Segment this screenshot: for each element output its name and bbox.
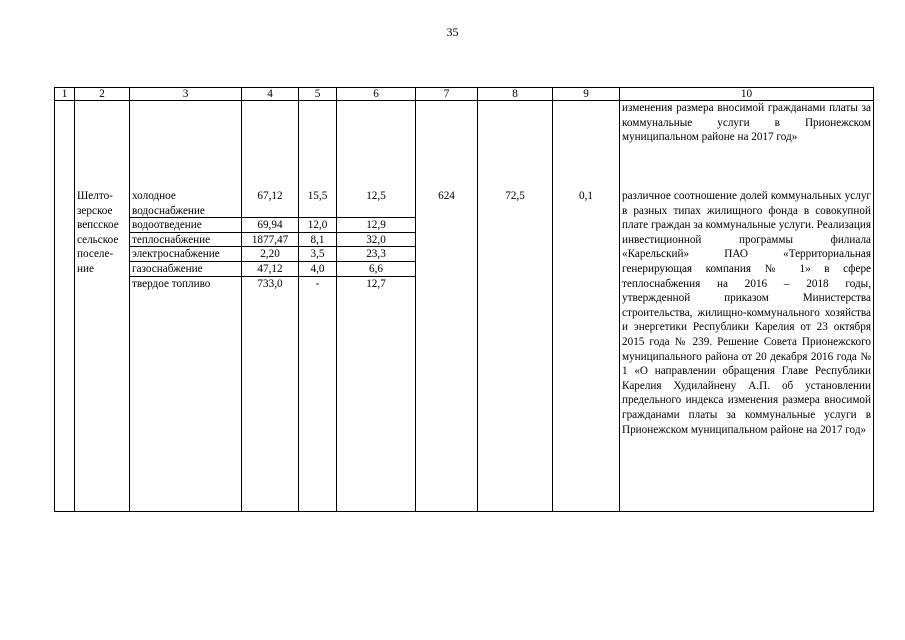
- services-list: [130, 189, 242, 512]
- col5-value: 3,5: [299, 247, 336, 262]
- header-cell: 6: [337, 88, 416, 101]
- col4-values: [242, 189, 299, 512]
- col6-value: 12,7: [366, 277, 386, 290]
- table-row: [55, 189, 874, 512]
- col5-value: -: [315, 277, 320, 290]
- header-cell: 3: [130, 88, 242, 101]
- service-name: холодное водоснабжение: [130, 189, 241, 218]
- col6-value: 12,9: [337, 218, 415, 233]
- col4-value: 47,12: [242, 262, 298, 277]
- col5-value: 8,1: [299, 233, 336, 248]
- col5-value: 12,0: [299, 218, 336, 233]
- col7-value: 624: [416, 189, 478, 512]
- col6-value: 12,5: [337, 189, 415, 218]
- data-table: [54, 87, 874, 512]
- service-name: водоотведение: [130, 218, 241, 233]
- header-cell: 10: [620, 88, 874, 101]
- col6-value: 32,0: [337, 233, 415, 248]
- col5-value: 4,0: [299, 262, 336, 277]
- col6-value: 6,6: [337, 262, 415, 277]
- col5-values: [299, 189, 337, 512]
- header-cell: 5: [299, 88, 337, 101]
- header-cell: 9: [553, 88, 620, 101]
- header-cell: 8: [478, 88, 553, 101]
- header-cell: 7: [416, 88, 478, 101]
- col6-values: [337, 189, 416, 512]
- col4-value: 69,94: [242, 218, 298, 233]
- table-header-row: [55, 88, 874, 101]
- col5-value: 15,5: [299, 189, 336, 218]
- settlement-name: Шелто-зерское вепсское сельское поселе-ние: [75, 189, 130, 512]
- page-number: 35: [446, 25, 459, 39]
- header-cell: 2: [75, 88, 130, 101]
- col6-value: 23,3: [337, 247, 415, 262]
- continuation-text: изменения размера вносимой гражданами платы за коммунальные услуги в Прионежском муниципальном районе на 2017 год»: [620, 101, 874, 190]
- col8-value: 72,5: [478, 189, 553, 512]
- col4-value: 67,12: [242, 189, 298, 218]
- header-cell: 4: [242, 88, 299, 101]
- continuation-row: [55, 101, 874, 190]
- col10-text: различное соотношение долей коммунальных услуг в разных типах жилищного фонда в совокупной плате граждан за коммунальные услуги. Реализация инвестиционной программы филиала «Карельский» ПАО «Территориальная генерирующая компания № 1» в сфере теплоснабжения на 2016 – 2018 годы, утвержденной приказом Министерства строительства, жилищно-коммунального хозяйства и энергетики Республики Карелия от 23 октября 2015 года № 239. Решение Совета Прионежского муниципального района от 20 декабря 2016 года № 1 «О направлении обращения Главе Республики Карелия Худилайнену А.П. об установлении предельного индекса изменения размера вносимой гражданами платы за коммунальные услуги в Прионежском муниципальном районе на 2017 год»: [620, 189, 874, 512]
- service-name: теплоснабжение: [130, 233, 241, 248]
- col4-value: 733,0: [257, 277, 283, 290]
- col4-value: 1877,47: [242, 233, 298, 248]
- service-name: электроснабжение: [130, 247, 241, 262]
- col4-value: 2,20: [242, 247, 298, 262]
- header-cell: 1: [55, 88, 75, 101]
- col9-value: 0,1: [553, 189, 620, 512]
- service-name: твердое топливо: [132, 277, 211, 290]
- service-name: газоснабжение: [130, 262, 241, 277]
